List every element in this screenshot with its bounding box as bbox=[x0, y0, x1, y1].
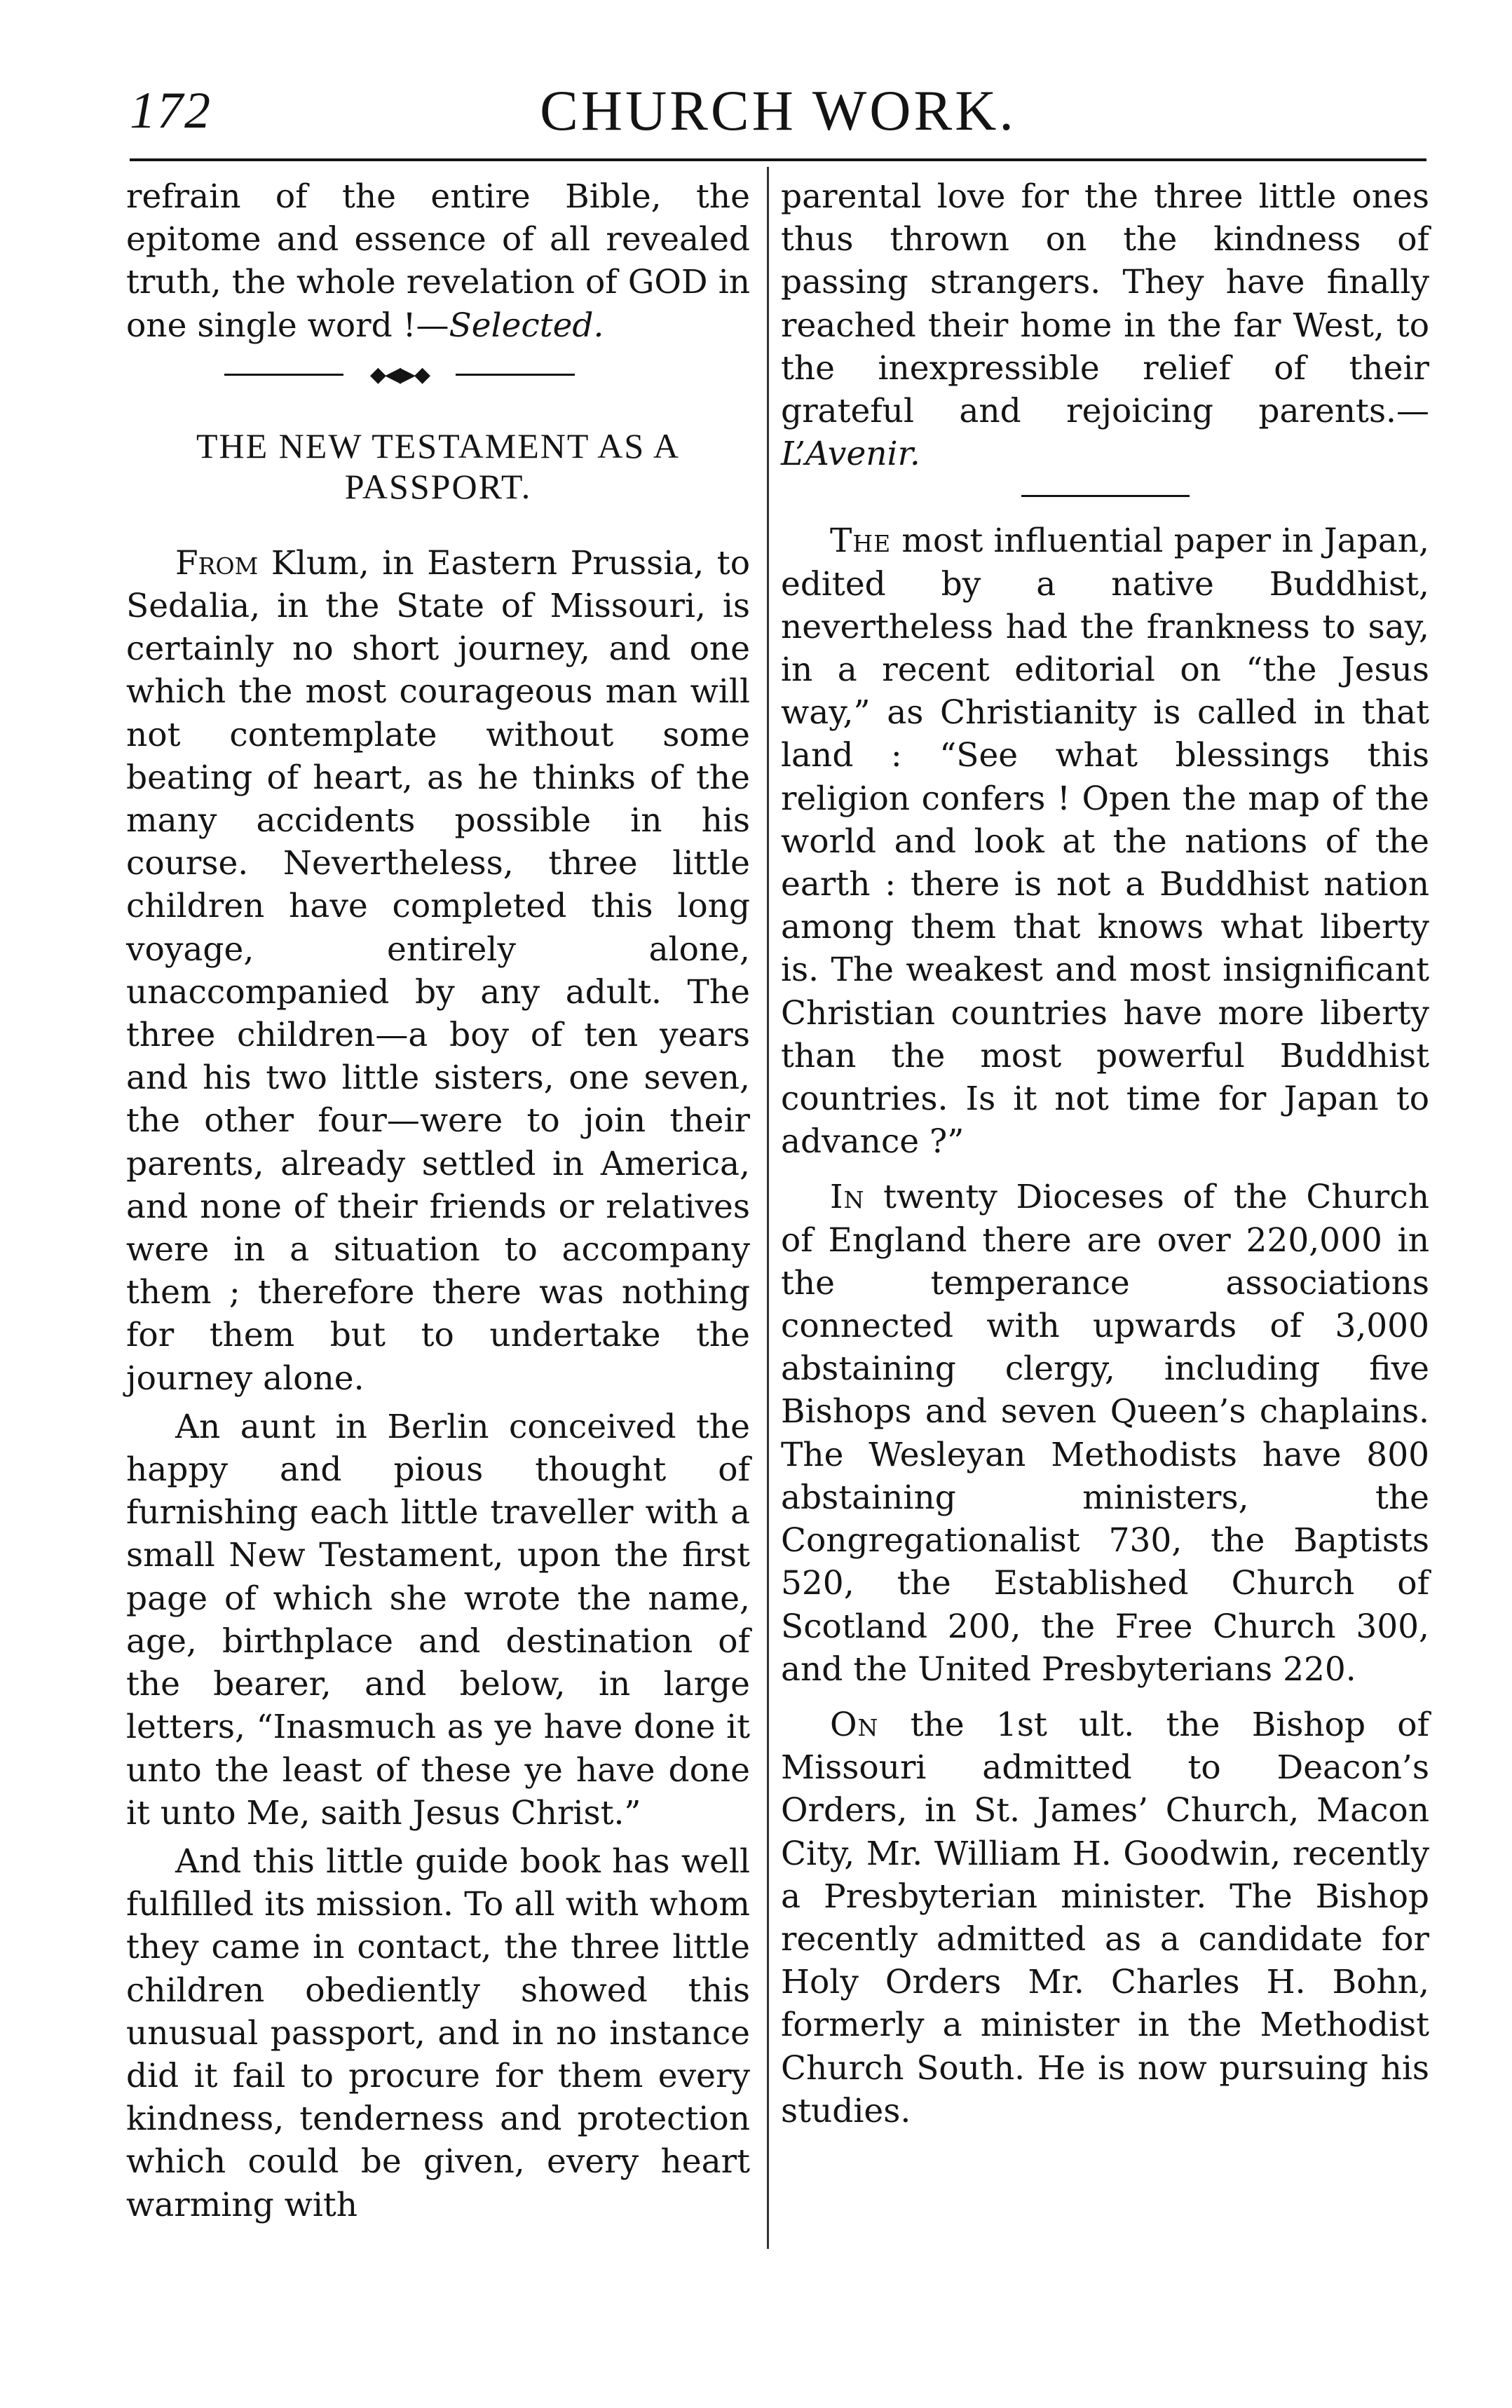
paragraph-text: the 1st ult. the Bishop of Missouri admitted to Deacon’s Orders, in St. James’ Church, Macon City, Mr. William H. Goodwin, recently a Presbyterian minister. The Bishop recently admitted as a candidate for Holy Orders Mr. Charles H. Bohn, formerly a minister in the Methodist Church South. He is now pursuing his studies. bbox=[781, 1705, 1429, 2130]
news-paragraph-japan bbox=[781, 519, 1429, 1163]
paragraph-text: Klum, in Eastern Prussia, to Sedalia, in the State of Missouri, is certainly no short journey, and one which the most courageous man will not contemplate without some beating of heart, as he thinks of the many accidents possible in his course. Nevertheless, three little children have completed this long voyage, entirely alone, unaccompanied by any adult. The three children—a boy of ten years and his two little sisters, one seven, the other four—were to join their parents, already settled in America, and none of their friends or relatives were in a situation to accompany them ; therefore there was nothing for them but to undertake the journey alone. bbox=[126, 543, 750, 1398]
ornament-glyph: ◆◀▶◆ bbox=[369, 362, 430, 387]
news-paragraph-missouri bbox=[781, 1703, 1429, 2132]
ornament-line-right bbox=[456, 374, 575, 376]
ornament-line-left bbox=[224, 374, 343, 376]
page-header bbox=[130, 76, 1426, 146]
continued-paragraph-right bbox=[781, 175, 1429, 475]
article-paragraph-2: An aunt in Berlin conceived the happy and pious thought of furnishing each little traveller with a small New Testament, upon the first page of which she wrote the name, age, birthplace and destination of the bearer, and below, in large letters, “Inasmuch as ye have done it unto the least of these ye have done it unto Me, saith Jesus Christ.” bbox=[126, 1407, 750, 1832]
article-paragraph-3: And this little guide book has well fulfilled its mission. To all with whom they came in contact, the three little children obediently showed this unusual passport, and in no instance did it fail to procure for them every kindness, tenderness and protection which could be given, every heart warming with bbox=[126, 1842, 750, 2224]
paragraph-text: most influential paper in Japan, edited by a native Buddhist, nevertheless had the frankness to say, in a recent editorial on “the Jesus way,” as Christianity is called in that land : “See what blessings this religion confers ! Open the map of the world and look at the nations of the earth : there is not a Buddhist nation among them that knows what liberty is. The weakest and most insignificant Christian countries have more liberty than the most powerful Buddhist countries. Is it not time for Japan to advance ?” bbox=[781, 522, 1429, 1162]
paragraph-text: twenty Dioceses of the Church of England there are over 220,000 in the temperance associations connected with upwards of 3,000 abstaining clergy, including five Bishops and seven Queen’s chaplains. The Wesleyan Methodists have 800 abstaining ministers, the Congregationalist 730, the Baptists 520, the Established Church of Scotland 200, the Free Church 300, and the United Presbyterians 220. bbox=[781, 1178, 1429, 1689]
paragraph-lead-word: From bbox=[175, 543, 259, 583]
continued-text-right: parental love for the three little ones thus thrown on the kindness of passing strangers. They have finally reached their home in the far West, to the inexpressible relief of their grateful and rejoicing parents.— bbox=[781, 177, 1429, 431]
header-rule bbox=[130, 158, 1426, 161]
running-head-title: CHURCH WORK. bbox=[540, 79, 1016, 142]
paragraph-lead-word: In bbox=[830, 1178, 865, 1217]
article-paragraph-1 bbox=[126, 542, 750, 1400]
continued-source: Selected. bbox=[449, 306, 604, 345]
section-ornament bbox=[126, 361, 750, 389]
news-paragraph-temperance bbox=[781, 1176, 1429, 1690]
page-number: 172 bbox=[130, 82, 212, 140]
section-rule bbox=[1021, 495, 1190, 497]
left-column bbox=[126, 175, 750, 2226]
paragraph-source: L’Avenir. bbox=[781, 435, 920, 474]
continued-paragraph bbox=[126, 175, 750, 347]
column-divider bbox=[767, 167, 769, 2249]
paragraph-lead-word: On bbox=[830, 1705, 879, 1744]
right-column bbox=[781, 175, 1429, 2132]
article-title: THE NEW TESTAMENT AS A PASSPORT. bbox=[196, 426, 681, 506]
continued-text: refrain of the entire Bible, the epitome and essence of all revealed truth, the whole revelation of GOD in one single word !— bbox=[126, 177, 750, 345]
paragraph-lead-word: The bbox=[830, 522, 892, 561]
